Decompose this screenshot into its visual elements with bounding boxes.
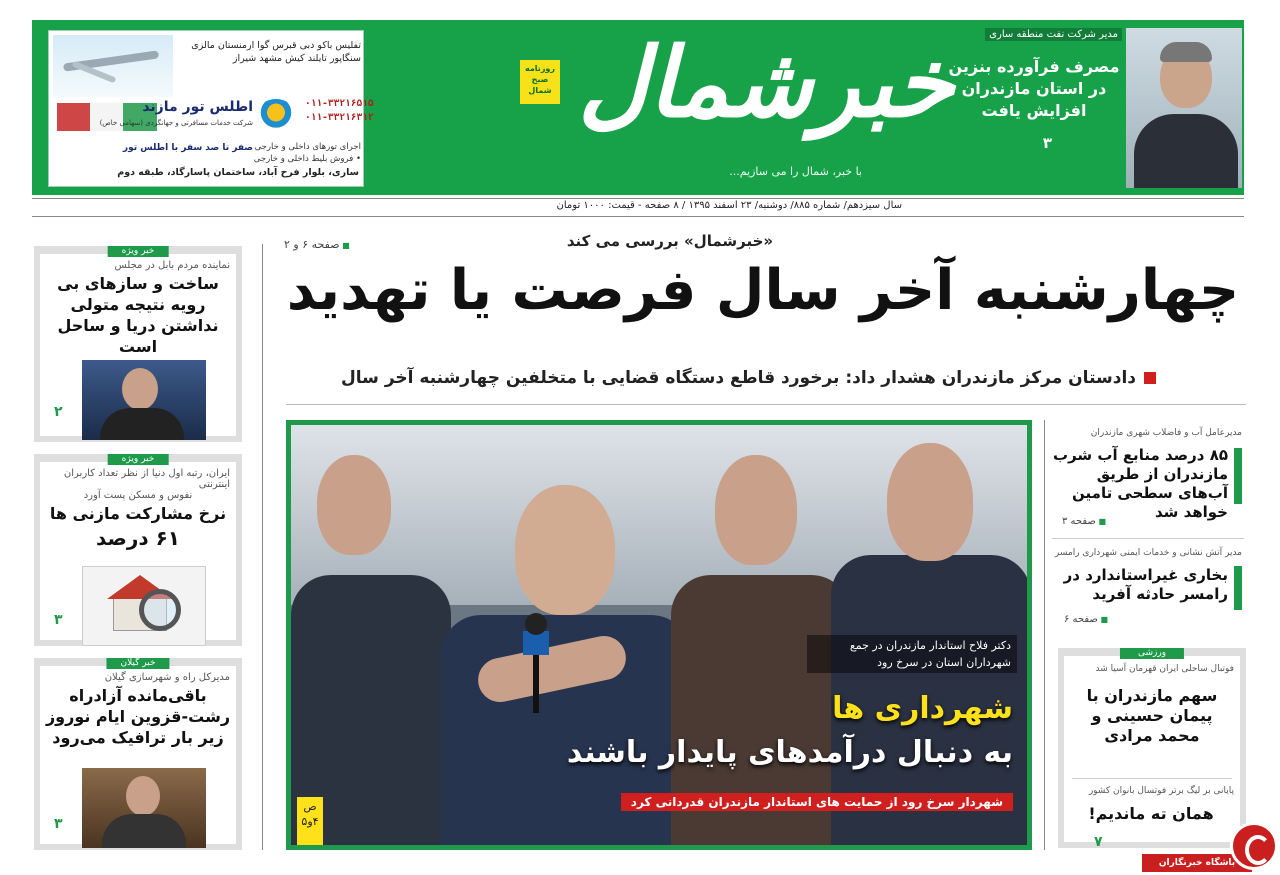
photo-caption-subline: شهردار سرخ رود از حمایت های استاندار مازندران قدردانی کرد <box>621 793 1013 811</box>
atlas-logo-icon <box>257 99 295 129</box>
story-kicker: مدیرعامل آب و فاضلاب شهری مازندران <box>1090 428 1242 438</box>
left-story-2[interactable] <box>34 454 242 646</box>
top-story-page: ۳ <box>1042 134 1052 152</box>
photo-page-ref: ص ۴و۵ <box>297 797 323 845</box>
story-kicker-2: نفوس و مسکن پست آورد <box>83 490 193 501</box>
main-page-ref-text: صفحه ۶ و ۲ <box>284 238 340 251</box>
photo-caption-small: دکتر فلاح استاندار مازندران در جمع شهرداران استان در سرخ رود <box>807 635 1017 673</box>
story-tag: خبر گیلان <box>106 658 169 669</box>
masthead-divider-bottom <box>32 216 1244 217</box>
house-magnifier-image <box>82 566 206 646</box>
story-headline-figure: ۶۱ درصد <box>95 526 181 550</box>
story-accent-bar <box>1234 448 1242 504</box>
main-kicker: «خبرشمال» بررسی می کند <box>566 232 774 250</box>
column-divider-left <box>262 244 263 850</box>
atlas-tour-logo <box>99 95 301 139</box>
ad-phones <box>305 97 374 125</box>
ad-services: اجرای تورهای داخلی و خارجی • فروش بلیط داخلی و خارجی <box>253 142 361 164</box>
story-headline: ۸۵ درصد منابع آب شرب مازندران از طریق آب‌های سطحی تامین خواهد شد <box>1053 446 1228 521</box>
story-headline: بخاری غیراستاندارد در رامسر حادثه آفرید <box>1063 566 1228 603</box>
ad-phone-1: ۰۱۱-۳۳۲۱۶۵۱۵ <box>305 98 374 109</box>
sports-headline-2: همان ته ماندیم! <box>1088 804 1214 823</box>
story-kicker: مدیرکل راه و شهرسازی گیلان <box>104 672 230 683</box>
column-divider-right <box>1044 420 1045 850</box>
story-headline: نرخ مشارکت مازنی ها <box>49 504 227 523</box>
top-story[interactable] <box>946 28 1242 188</box>
site-logo-icon <box>1230 822 1278 870</box>
right-story-1[interactable] <box>1052 424 1244 532</box>
ad-brand-subtitle: شرکت خدمات مسافرتی و جهانگردی (سهامی خاص) <box>99 119 253 127</box>
photo-caption-headline: شهرداری ها <box>832 691 1013 726</box>
right-divider <box>1052 538 1244 539</box>
left-story-3[interactable] <box>34 658 242 850</box>
masthead-divider-top <box>32 198 1244 199</box>
sports-headline-1: سهم مازندران با پیمان حسینی و محمد مرادی <box>1086 686 1218 745</box>
story-headline: ساخت و سازهای بی رویه نتیجه متولی نداشتن دریا و ساحل است <box>57 274 219 356</box>
sports-kicker-1: فوتبال ساحلی ایران قهرمان آسیا شد <box>1095 664 1234 674</box>
ad-slogan: صفر تا صد سفر با اطلس تور <box>122 143 253 153</box>
newspaper-logo[interactable] <box>490 26 955 182</box>
sports-kicker-2: پایانی بر لیگ برتر فوتسال بانوان کشور <box>1088 786 1234 796</box>
main-divider <box>286 404 1246 405</box>
sports-divider <box>1072 778 1232 779</box>
logo-wordmark: خبرشمال <box>578 26 955 139</box>
photo-caption-headline-2: به دنبال درآمدهای پایدار باشند <box>566 735 1013 770</box>
top-story-title: مصرف فرآورده بنزین در استان مازندران افزایش یافت <box>948 57 1120 120</box>
sports-box[interactable] <box>1058 648 1246 848</box>
microphone-icon <box>523 613 549 693</box>
story-kicker: نماینده مردم بابل در مجلس <box>114 260 230 271</box>
main-deck[interactable] <box>341 368 1156 388</box>
story-page-number: ۳ <box>54 816 63 832</box>
ad-phone-2: ۰۱۱-۳۳۲۱۶۳۱۲ <box>305 112 374 123</box>
story-kicker: ایران، رتبه اول دنیا از نظر تعداد کاربران اینترنتی <box>63 468 230 490</box>
top-story-photo <box>1126 28 1242 188</box>
story-page-number: ۳ <box>54 612 63 628</box>
main-headline[interactable]: چهارشنبه آخر سال فرصت یا تهدید <box>286 258 1240 323</box>
travel-ad[interactable] <box>48 30 374 187</box>
logo-label: روزنامه صبح شمال <box>520 60 560 104</box>
story-photo <box>82 360 206 440</box>
story-tag: خبر ویژه <box>108 454 169 465</box>
top-story-kicker: مدیر شرکت نفت منطقه ساری <box>985 28 1122 41</box>
site-badge-label: باشگاه خبرنگاران <box>1142 854 1252 872</box>
ad-brand-name: اطلس تور مازند <box>142 99 253 115</box>
story-tag: خبر ویژه <box>108 246 169 257</box>
main-photo[interactable] <box>286 420 1032 850</box>
story-photo <box>82 768 206 848</box>
main-page-ref: ■ صفحه ۶ و ۲ <box>284 238 350 251</box>
main-deck-text: دادستان مرکز مازندران هشدار داد: برخورد قاطع دستگاه قضایی با متخلفین چهارشنبه آخر سال <box>341 368 1136 388</box>
sports-tag: ورزشی <box>1120 648 1184 659</box>
story-kicker: مدیر آتش نشانی و خدمات ایمنی شهرداری رامسر <box>1054 548 1242 558</box>
airplane-image <box>53 35 173 97</box>
left-story-1[interactable] <box>34 246 242 442</box>
story-accent-bar <box>1234 566 1242 610</box>
story-page-number: ■ صفحه ۶ <box>1064 614 1108 625</box>
sports-page-number: ۷ <box>1094 834 1103 850</box>
ad-address: ساری، بلوار فرح آباد، ساختمان پاسارگاد، طبقه دوم <box>117 167 359 178</box>
site-watermark[interactable] <box>1140 820 1280 875</box>
story-headline: باقی‌مانده آزادراه رشت-قزوین ایام نوروز زیر بار ترافیک می‌رود <box>45 686 231 747</box>
red-square-icon <box>1144 372 1156 384</box>
right-story-2[interactable] <box>1052 542 1244 632</box>
story-page-number: ■ صفحه ۳ <box>1062 516 1106 527</box>
issue-info-bar: سال سیزدهم/ شماره ۸۸۵/ دوشنبه/ ۲۳ اسفند ۱۳۹۵ / ۸ صفحه - قیمت: ۱۰۰۰ تومان <box>556 200 902 211</box>
story-page-number: ۲ <box>54 404 63 420</box>
logo-slogan: با خبر، شمال را می سازیم... <box>729 165 862 178</box>
ad-destinations: تفلیس باکو دبی قبرس گوا ارمنستان مالزی سنگاپور تایلند کیش مشهد شیراز <box>191 40 361 64</box>
